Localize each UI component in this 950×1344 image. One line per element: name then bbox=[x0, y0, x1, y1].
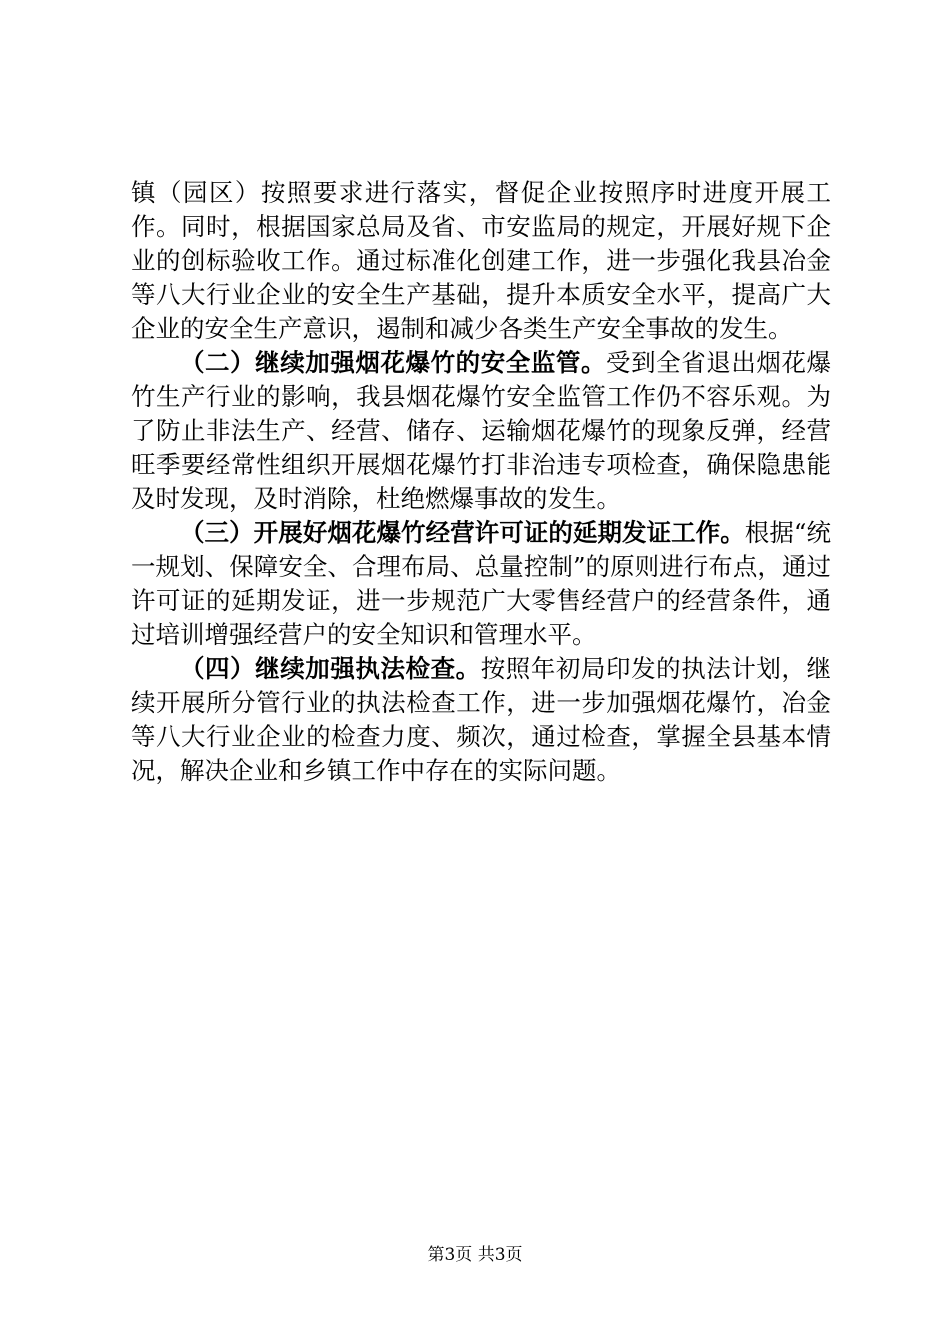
page-number-footer: 第3页 共3页 bbox=[427, 1245, 523, 1265]
paragraph-1 bbox=[131, 176, 831, 346]
document-body bbox=[131, 176, 831, 788]
paragraph-3-heading: （三）开展好烟花爆竹经营许可证的延期发证工作。 bbox=[180, 518, 745, 547]
paragraph-4-heading: （四）继续加强执法检查。 bbox=[180, 654, 481, 683]
paragraph-2-heading: （二）继续加强烟花爆竹的安全监管。 bbox=[180, 348, 607, 377]
paragraph-4 bbox=[131, 652, 831, 788]
paragraph-3 bbox=[131, 516, 831, 652]
paragraph-2-text: 受到全省退出烟花爆竹生产行业的影响，我县烟花爆竹安全监管工作仍不容乐观。为了防止非法生产、经营、储存、运输烟花爆竹的现象反弹，经营旺季要经常性组织开展烟花爆竹打非治违专项检查，确保隐患能及时发现，及时消除，杜绝燃爆事故的发生。 bbox=[131, 348, 832, 513]
paragraph-1-text: 镇（园区）按照要求进行落实，督促企业按照序时进度开展工作。同时，根据国家总局及省、市安监局的规定，开展好规下企业的创标验收工作。通过标准化创建工作，进一步强化我县冶金等八大行业企业的安全生产基础，提升本质安全水平，提高广大企业的安全生产意识，遏制和减少各类生产安全事故的发生。 bbox=[131, 178, 831, 343]
paragraph-3-text: 根据“统一规划、保障安全、合理布局、总量控制”的原则进行布点，通过许可证的延期发证，进一步规范广大零售经营户的经营条件，通过培训增强经营户的安全知识和管理水平。 bbox=[131, 518, 831, 649]
paragraph-2 bbox=[131, 346, 831, 516]
paragraph-4-text: 按照年初局印发的执法计划，继续开展所分管行业的执法检查工作，进一步加强烟花爆竹，冶金等八大行业企业的检查力度、频次，通过检查，掌握全县基本情况，解决企业和乡镇工作中存在的实际问题。 bbox=[131, 654, 831, 785]
